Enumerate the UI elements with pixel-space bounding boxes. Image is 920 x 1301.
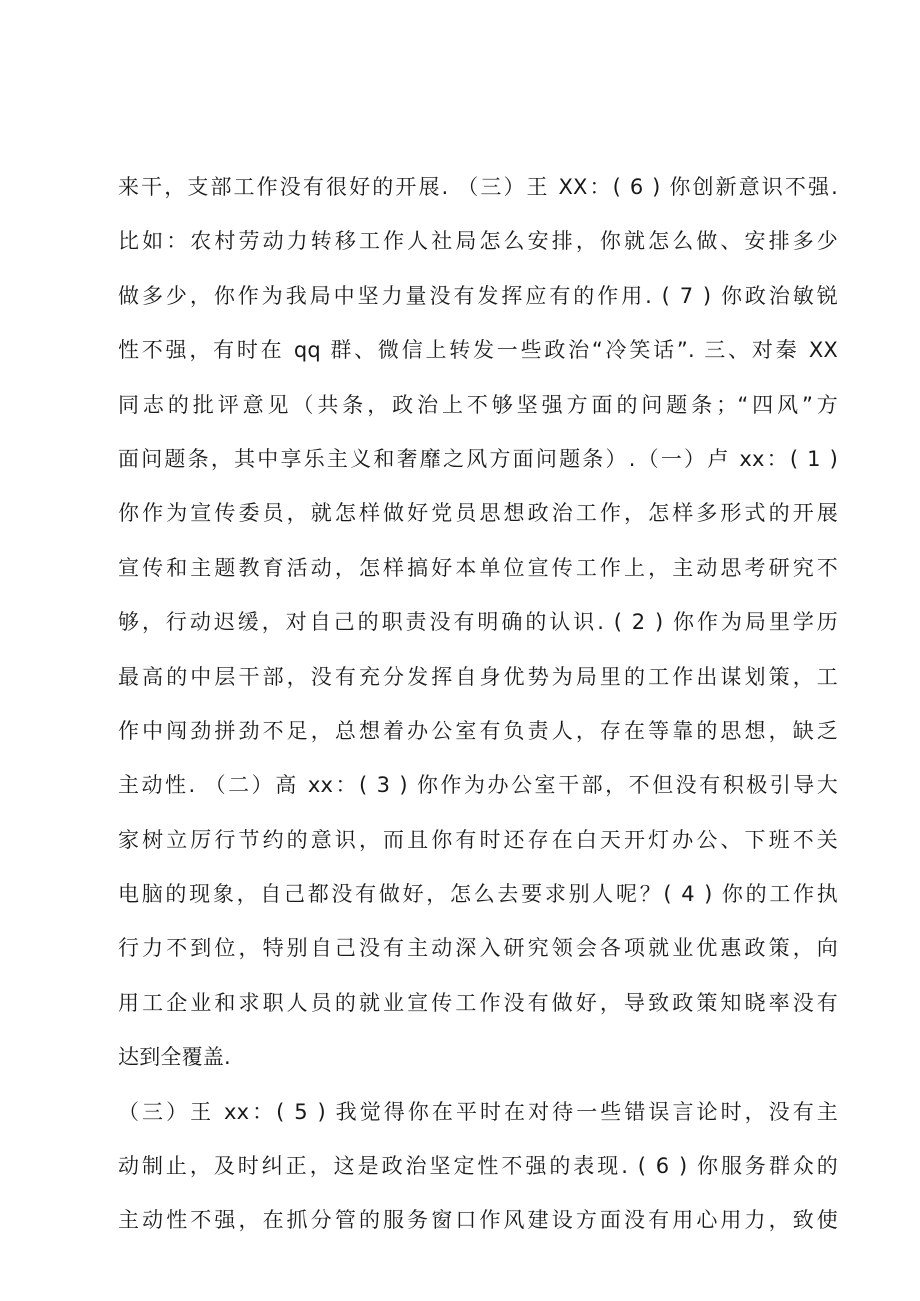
text-line: 主动性不强，在抓分管的服务窗口作风建设方面没有用心用力，致使	[118, 1208, 838, 1233]
text-line: 行力不到位，特别自己没有主动深入研究领会各项就业优惠政策，向	[118, 936, 838, 961]
text-line: 达到全覆盖.	[118, 1045, 231, 1070]
text-line: 面问题条，其中享乐主义和奢靡之风方面问题条）.（一）卢 xx：( 1 )	[118, 446, 838, 471]
text-line: 做多少，你作为我局中坚力量没有发挥应有的作用. ( 7 ) 你政治敏锐	[118, 283, 838, 308]
text-line: 作中闯劲拼劲不足，总想着办公室有负责人，存在等靠的思想，缺乏	[118, 718, 838, 743]
text-line: 家树立厉行节约的意识，而且你有时还存在白天开灯办公、下班不关	[118, 827, 838, 852]
text-line: 够，行动迟缓，对自己的职责没有明确的认识. ( 2 ) 你作为局里学历	[118, 610, 838, 635]
text-line: 用工企业和求职人员的就业宣传工作没有做好，导致政策知晓率没有	[118, 990, 838, 1015]
text-line: 动制止，及时纠正，这是政治坚定性不强的表现. ( 6 ) 你服务群众的	[118, 1154, 838, 1179]
body-text	[118, 160, 838, 1248]
text-line: 同志的批评意见（共条，政治上不够坚强方面的问题条；“四风”方	[118, 392, 838, 417]
text-line: 最高的中层干部，没有充分发挥自身优势为局里的工作出谋划策，工	[118, 664, 838, 689]
text-line: 性不强，有时在 qq 群、微信上转发一些政治“冷笑话”. 三、对秦 XX	[118, 338, 838, 363]
text-line: 宣传和主题教育活动，怎样搞好本单位宣传工作上，主动思考研究不	[118, 555, 838, 580]
text-line: 你作为宣传委员，就怎样做好党员思想政治工作，怎样多形式的开展	[118, 501, 838, 526]
text-line: 电脑的现象，自己都没有做好，怎么去要求别人呢？( 4 ) 你的工作执	[118, 882, 838, 907]
text-line: （三）王 xx：( 5 ) 我觉得你在平时在对待一些错误言论时，没有主	[118, 1099, 838, 1124]
text-line: 比如：农村劳动力转移工作人社局怎么安排，你就怎么做、安排多少	[118, 229, 838, 254]
text-line: 主动性. （二）高 xx：( 3 ) 你作为办公室干部，不但没有积极引导大	[118, 773, 838, 798]
text-line: 来干，支部工作没有很好的开展. （三）王 XX：( 6 ) 你创新意识不强.	[118, 175, 838, 199]
